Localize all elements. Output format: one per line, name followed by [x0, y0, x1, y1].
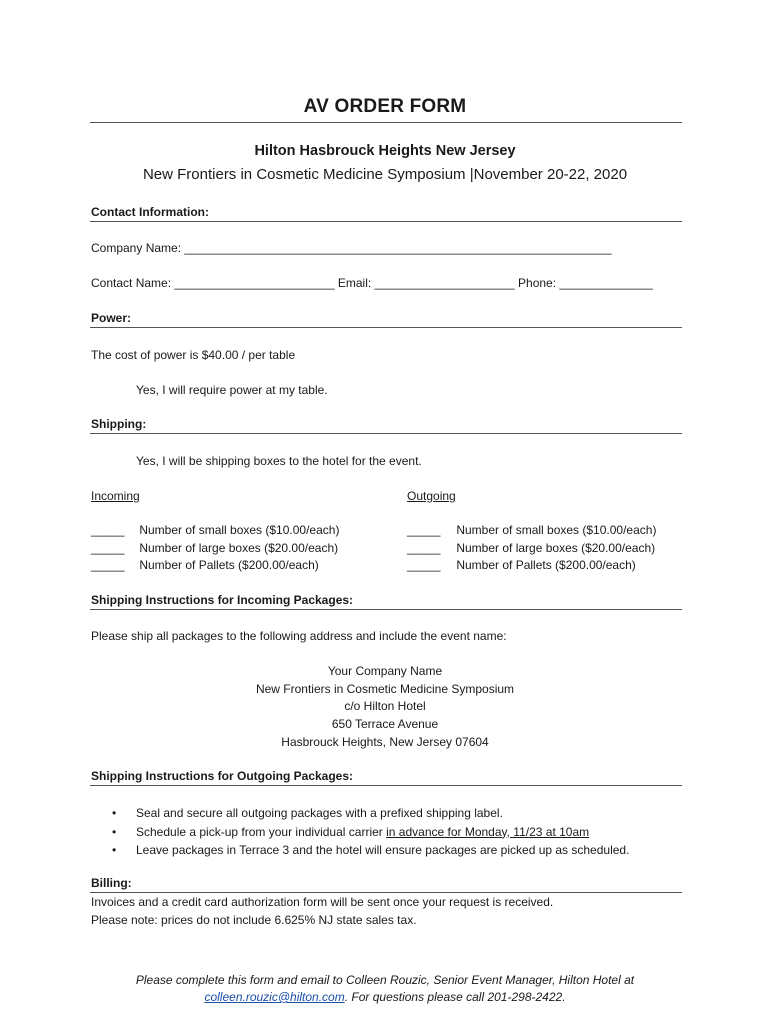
incoming-pallets-row[interactable] — [91, 558, 319, 572]
venue-name: Hilton Hasbrouck Heights New Jersey — [254, 143, 516, 159]
shipping-heading: Shipping: — [91, 417, 147, 431]
billing-heading: Billing: — [91, 876, 132, 890]
item-label: Number of Pallets ($200.00/each) — [139, 558, 319, 572]
outgoing-instructions-heading: Shipping Instructions for Outgoing Packages: — [91, 769, 354, 783]
bullet-icon: • — [112, 824, 117, 839]
address-line-care-of: c/o Hilton Hotel — [344, 699, 426, 713]
address-line-street: 650 Terrace Avenue — [331, 717, 439, 731]
address-line-event: New Frontiers in Cosmetic Medicine Symposium — [255, 682, 515, 696]
incoming-small-boxes-row[interactable] — [91, 523, 339, 537]
incoming-label: Incoming — [91, 489, 140, 503]
item-label: Number of large boxes ($20.00/each) — [456, 541, 656, 555]
incoming-instructions-intro: Please ship all packages to the following address and include the event name: — [91, 629, 507, 643]
incoming-large-boxes-row[interactable] — [91, 541, 338, 555]
incoming-instructions-divider — [90, 609, 682, 610]
bullet-icon: • — [112, 843, 117, 857]
item-label: Number of Pallets ($200.00/each) — [456, 558, 636, 572]
bullet-icon: • — [112, 806, 117, 820]
company-name-field[interactable]: Company Name: ________________________________________________________________ — [91, 241, 612, 255]
contact-divider — [90, 221, 682, 222]
item-label: Number of small boxes ($10.00/each) — [456, 523, 657, 537]
contact-heading: Contact Information: — [91, 205, 209, 219]
incoming-instructions-heading: Shipping Instructions for Incoming Packages: — [91, 593, 354, 607]
address-line-city: Hasbrouck Heights, New Jersey 07604 — [281, 735, 489, 749]
power-heading: Power: — [91, 311, 132, 325]
item-label: Number of small boxes ($10.00/each) — [139, 523, 340, 537]
quantity-blank[interactable]: _____ — [407, 523, 441, 537]
outgoing-large-boxes-row[interactable] — [407, 541, 655, 555]
billing-tax-note: Please note: prices do not include 6.625% NJ state sales tax. — [91, 913, 417, 927]
footer-line-1: Please complete this form and email to Colleen Rouzic, Senior Event Manager, Hilton Hotel at — [135, 973, 635, 987]
billing-invoice-note: Invoices and a credit card authorization form will be sent once your request is received. — [91, 895, 554, 909]
pickup-deadline: in advance for Monday, 11/23 at 10am — [386, 824, 590, 839]
page-title: AV ORDER FORM — [303, 96, 467, 117]
item-label: Number of large boxes ($20.00/each) — [139, 541, 339, 555]
footer-line-2: colleen.rouzic@hilton.com. For questions please call 201-298-2422. — [204, 990, 566, 1004]
power-option[interactable]: Yes, I will require power at my table. — [136, 383, 328, 397]
address-line-company: Your Company Name — [327, 664, 443, 678]
outgoing-instructions-divider — [90, 785, 682, 786]
quantity-blank[interactable]: _____ — [91, 558, 125, 572]
shipping-divider — [90, 433, 682, 434]
av-order-form-page: AV ORDER FORM Hilton Hasbrouck Heights New Jersey New Frontiers in Cosmetic Medicine Symposium |November 20-22, 2020 Contact Information: Company Name: ________________________________________________________________ Contact Name: ________________________ Email: _____________________ Phone: ______________ Power: The cost of power is $40.00 / per table Yes, I will require power at my table. Shipping: Yes, I will be shipping boxes to the hotel for the event. Incoming Outgoing _____ Number of small boxes ($10.00/each) _____ Number of large boxes ($20.00/each) _____ Number of Pallets ($200.00/each) _____ Number of small boxes ($10.00/each) _____ Number of large boxes ($20.00/each) _____ Number of Pallets ($200.00/each) Shipping Instructions for Incoming Packages: Please ship all packages to the following address and include the event name: Your Company Name New Frontiers in Cosmetic Medicine Symposium c/o Hilton Hotel 650 Terrace Avenue Hasbrouck Heights, New Jersey 07604 Shipping Instructions for Outgoing Packages: • Seal and secure all outgoing packages with a prefixed shipping label. • Schedule a pick-up from your individual carrier in advance for Monday, 11/23 at 10am • Leave packages in Terrace 3 and the hotel will ensure packages are picked up as scheduled. Billing: Invoices and a credit card authorization form will be sent once your request is received. Please note: prices do not include 6.625% NJ state sales tax. Please complete this form and email to Colleen Rouzic, Senior Event Manager, Hilton Hotel at colleen.rouzic@hilton.com. For questions please call 201-298-2422. — [0, 0, 770, 1024]
shipping-option[interactable]: Yes, I will be shipping boxes to the hotel for the event. — [136, 454, 422, 468]
title-divider — [90, 122, 682, 123]
power-divider — [90, 327, 682, 328]
contact-email-link[interactable]: colleen.rouzic@hilton.com — [204, 990, 345, 1004]
quantity-blank[interactable]: _____ — [91, 541, 125, 555]
quantity-blank[interactable]: _____ — [407, 541, 441, 555]
outgoing-label: Outgoing — [407, 489, 456, 503]
outgoing-pallets-row[interactable] — [407, 558, 636, 572]
quantity-blank[interactable]: _____ — [91, 523, 125, 537]
billing-divider — [90, 892, 682, 893]
quantity-blank[interactable]: _____ — [407, 558, 441, 572]
outgoing-small-boxes-row[interactable] — [407, 523, 656, 537]
event-name: New Frontiers in Cosmetic Medicine Symposium |November 20-22, 2020 — [142, 166, 628, 183]
contact-details-field[interactable]: Contact Name: ________________________ Email: _____________________ Phone: ______________ — [91, 276, 653, 290]
power-cost: The cost of power is $40.00 / per table — [91, 348, 296, 362]
